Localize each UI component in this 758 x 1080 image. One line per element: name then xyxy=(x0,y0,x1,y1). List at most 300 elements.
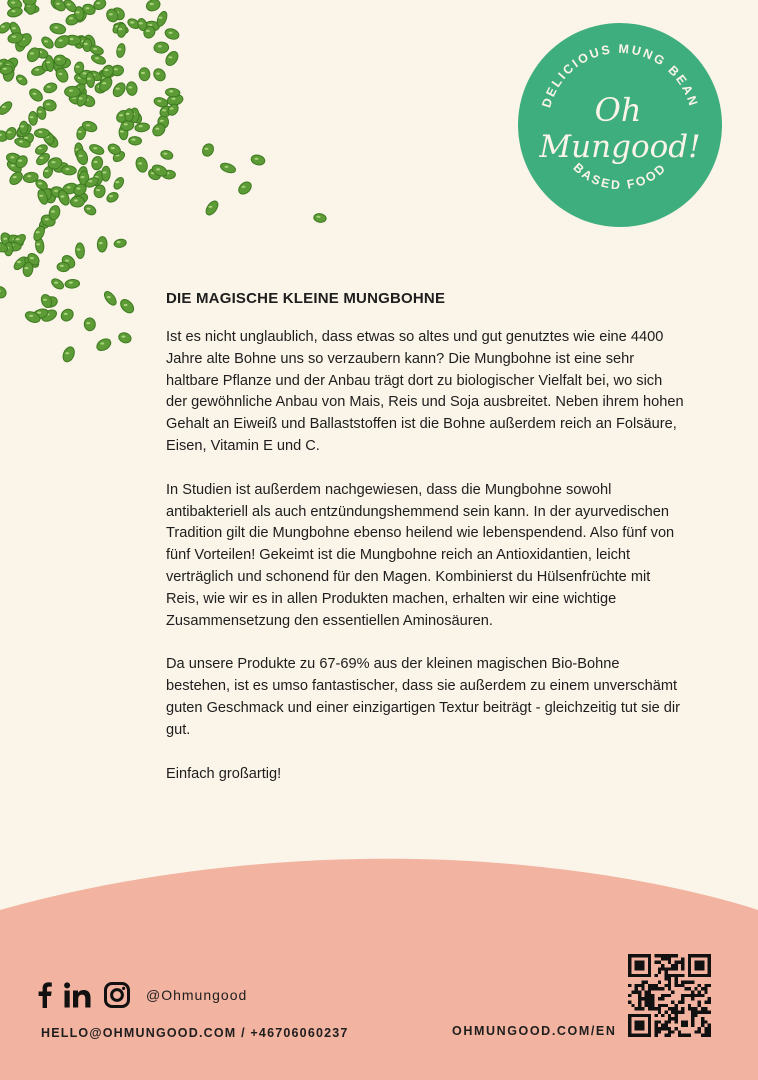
mung-bean-highlight xyxy=(37,312,41,314)
qr-module xyxy=(658,954,661,957)
qr-module xyxy=(655,1020,658,1023)
qr-module xyxy=(674,974,677,977)
mung-bean-highlight xyxy=(138,162,142,164)
mung-bean-highlight xyxy=(11,1,15,3)
qr-module xyxy=(674,981,677,984)
qr-module xyxy=(668,974,671,977)
qr-module xyxy=(645,981,648,984)
mung-bean xyxy=(83,203,98,217)
mung-bean-highlight xyxy=(74,199,78,201)
qr-module xyxy=(665,1010,668,1013)
mung-bean-highlight xyxy=(56,3,60,5)
qr-module xyxy=(628,994,631,997)
qr-module xyxy=(661,987,664,990)
mung-bean-highlight xyxy=(2,106,6,108)
qr-module xyxy=(681,1024,684,1027)
mung-bean-highlight xyxy=(96,189,100,191)
mung-bean xyxy=(61,345,76,363)
qr-module xyxy=(694,1010,697,1013)
qr-module xyxy=(694,994,697,997)
mung-bean-highlight xyxy=(109,13,113,15)
mung-bean-highlight xyxy=(33,93,37,95)
qr-module xyxy=(668,981,671,984)
mung-bean-highlight xyxy=(114,68,118,70)
mung-bean-highlight xyxy=(156,73,160,75)
mung-bean-highlight xyxy=(158,45,162,47)
qr-module xyxy=(681,964,684,967)
qr-module xyxy=(691,1014,694,1017)
mung-bean-highlight xyxy=(102,171,106,173)
qr-module xyxy=(691,991,694,994)
mung-bean-highlight xyxy=(85,7,89,9)
qr-module xyxy=(704,1030,707,1033)
mung-bean xyxy=(0,100,14,117)
mung-bean xyxy=(19,121,28,134)
qr-module xyxy=(671,967,674,970)
mung-bean-highlight xyxy=(18,78,22,80)
qr-module xyxy=(635,984,638,987)
mung-bean xyxy=(200,142,215,158)
mung-bean xyxy=(50,277,66,291)
qr-module xyxy=(641,984,644,987)
qr-module xyxy=(665,971,668,974)
qr-module xyxy=(665,954,668,957)
qr-module xyxy=(701,1020,704,1023)
mung-bean xyxy=(7,6,24,18)
qr-module xyxy=(661,957,664,960)
qr-module xyxy=(674,984,677,987)
mung-bean xyxy=(250,154,266,167)
qr-module xyxy=(661,964,664,967)
qr-module xyxy=(674,1020,677,1023)
mung-bean-highlight xyxy=(86,322,90,324)
qr-module xyxy=(658,1004,661,1007)
qr-module xyxy=(691,1007,694,1010)
mung-bean-highlight xyxy=(52,161,56,163)
mung-bean-highlight xyxy=(157,100,161,102)
mung-bean xyxy=(57,262,70,272)
qr-code[interactable] xyxy=(628,954,711,1037)
mung-bean xyxy=(154,42,169,54)
mung-bean-highlight xyxy=(146,30,150,32)
qr-module xyxy=(701,994,704,997)
qr-module xyxy=(628,984,631,987)
mung-bean-highlight xyxy=(43,299,47,301)
qr-module xyxy=(661,997,664,1000)
qr-module xyxy=(648,1007,651,1010)
mung-bean xyxy=(91,155,104,170)
qr-module xyxy=(701,1017,704,1020)
mung-bean-highlight xyxy=(155,128,159,130)
mung-bean-highlight xyxy=(44,40,48,42)
qr-module xyxy=(698,1030,701,1033)
mung-bean-highlight xyxy=(121,336,125,338)
qr-module xyxy=(651,987,654,990)
qr-module xyxy=(691,1020,694,1023)
mung-bean-highlight xyxy=(87,208,91,210)
qr-module xyxy=(658,961,661,964)
social-handle[interactable]: @Ohmungood xyxy=(146,987,248,1003)
mung-bean-highlight xyxy=(117,48,121,50)
qr-module xyxy=(661,1014,664,1017)
mung-bean-highlight xyxy=(159,17,163,19)
mung-bean-highlight xyxy=(30,116,34,118)
qr-module xyxy=(655,987,658,990)
mung-bean-highlight xyxy=(18,160,22,162)
mung-bean-highlight xyxy=(1,26,5,28)
qr-module xyxy=(668,977,671,980)
qr-module xyxy=(698,1004,701,1007)
mung-bean-highlight xyxy=(156,168,160,170)
mung-bean-highlight xyxy=(46,103,50,105)
mung-bean-highlight xyxy=(69,282,73,284)
qr-module xyxy=(674,1017,677,1020)
qr-module xyxy=(661,954,664,957)
mung-bean xyxy=(97,236,107,252)
article-paragraph: Da unsere Produkte zu 67-69% aus der kleinen magischen Bio-Bohne bestehen, ist es umso fantastischer, dass sie außerdem zu einem unverschämt guten Geschmack und einer einzigartigen Textur beiträgt - gleichzeitig tut sie dir gut. xyxy=(166,656,681,738)
mung-bean-highlight xyxy=(67,186,71,188)
mung-bean-highlight xyxy=(13,176,17,178)
qr-module xyxy=(638,1000,641,1003)
mung-bean-highlight xyxy=(30,257,34,259)
mung-bean-highlight xyxy=(38,111,42,113)
qr-module xyxy=(704,1034,707,1037)
qr-module xyxy=(694,987,697,990)
mung-bean-highlight xyxy=(225,166,229,168)
mung-bean xyxy=(117,331,132,344)
qr-module xyxy=(681,957,684,960)
qr-module xyxy=(704,1027,707,1030)
mung-bean-highlight xyxy=(83,72,87,74)
qr-module xyxy=(648,1000,651,1003)
mung-bean-highlight xyxy=(12,36,16,38)
mung-bean xyxy=(70,196,85,207)
qr-module xyxy=(655,984,658,987)
mung-bean xyxy=(28,111,38,125)
mung-bean-highlight xyxy=(87,78,91,80)
mung-bean-highlight xyxy=(242,186,246,188)
article-title: DIE MAGISCHE KLEINE MUNGBOHNE xyxy=(166,290,446,307)
contact-info[interactable]: HELLO@OHMUNGOOD.COM / +46706060237 xyxy=(41,1026,349,1040)
mung-bean-highlight xyxy=(117,241,121,243)
mung-bean xyxy=(40,35,56,51)
mung-bean-highlight xyxy=(38,182,42,184)
qr-module xyxy=(665,977,668,980)
mung-bean xyxy=(113,238,127,248)
qr-module xyxy=(691,994,694,997)
qr-module xyxy=(668,1034,671,1037)
qr-module xyxy=(651,997,654,1000)
mung-bean-highlight xyxy=(36,231,40,233)
qr-module xyxy=(674,964,677,967)
mung-bean xyxy=(118,297,136,315)
qr-module xyxy=(691,1024,694,1027)
mung-bean xyxy=(75,243,85,259)
mung-bean-highlight xyxy=(60,195,64,197)
qr-module xyxy=(671,1017,674,1020)
mung-bean-highlight xyxy=(47,86,51,88)
mung-bean xyxy=(15,73,29,87)
logo-brand-line2: Mungood! xyxy=(539,129,701,165)
qr-module xyxy=(668,987,671,990)
qr-module xyxy=(708,1034,711,1037)
qr-module xyxy=(641,1007,644,1010)
mung-bean-highlight xyxy=(65,352,69,354)
qr-module xyxy=(678,1010,681,1013)
qr-module xyxy=(628,1000,631,1003)
qr-module xyxy=(661,967,664,970)
qr-module xyxy=(651,1000,654,1003)
mung-bean xyxy=(164,27,181,41)
qr-module xyxy=(645,991,648,994)
qr-module xyxy=(698,994,701,997)
linkedin-icon[interactable] xyxy=(64,982,92,1008)
instagram-icon[interactable] xyxy=(104,982,130,1008)
mung-bean-highlight xyxy=(77,187,81,189)
qr-module xyxy=(704,1020,707,1023)
qr-module xyxy=(651,1004,654,1007)
mung-bean-highlight xyxy=(59,73,63,75)
qr-module xyxy=(674,1004,677,1007)
qr-module xyxy=(684,1020,687,1023)
qr-module xyxy=(658,997,661,1000)
mung-bean xyxy=(160,149,174,161)
qr-module xyxy=(701,1007,704,1010)
qr-module xyxy=(671,954,674,957)
qr-module xyxy=(674,954,677,957)
mung-bean xyxy=(112,176,126,191)
qr-module xyxy=(704,991,707,994)
logo-top-text: DELICIOUS MUNG BEAN xyxy=(539,41,701,110)
mung-bean-highlight xyxy=(20,125,24,127)
mung-bean xyxy=(165,88,180,98)
mung-bean xyxy=(84,317,96,331)
qr-module xyxy=(638,984,641,987)
qr-module xyxy=(661,1004,664,1007)
website-link[interactable]: OHMUNGOOD.COM/EN xyxy=(452,1024,617,1038)
facebook-icon[interactable] xyxy=(38,982,52,1008)
qr-module xyxy=(648,991,651,994)
qr-module xyxy=(704,1010,707,1013)
qr-module xyxy=(665,1024,668,1027)
qr-module xyxy=(681,981,684,984)
mung-bean-highlight xyxy=(111,147,115,149)
qr-module xyxy=(694,1014,697,1017)
mung-bean xyxy=(59,307,76,324)
mung-bean-highlight xyxy=(78,131,82,133)
qr-module xyxy=(678,961,681,964)
mung-bean-highlight xyxy=(40,157,44,159)
mung-bean-highlight xyxy=(163,153,167,155)
mung-bean xyxy=(65,86,81,97)
mung-bean xyxy=(102,289,118,307)
mung-bean xyxy=(139,67,150,81)
qr-module xyxy=(638,1004,641,1007)
mung-bean-highlight xyxy=(107,296,111,298)
mung-bean-highlight xyxy=(79,97,83,99)
mung-bean-highlight xyxy=(160,120,164,122)
qr-module xyxy=(655,954,658,957)
article-paragraph: In Studien ist außerdem nachgewiesen, dass die Mungbohne sowohl antibakteriell als auch entzündungshemmend sein kann. In der ayurvedischen Tradition gilt die Mungbohne ebenso heilend wie lebenspendend. Also fünf von fünf Vorteilen! Gekeimt ist die Mungbohne reich an Antioxidantien, leicht verträglich und schonend für den Magen. Kombinierst du Hülsenfrüchte mit Reis, wie wir es in allen Produkten machen, erhalten wir eine wichtige Zusammensetzung den essentiellen Aminosäuren. xyxy=(166,481,675,629)
mung-bean-highlight xyxy=(168,56,172,58)
qr-module xyxy=(704,984,707,987)
mung-bean xyxy=(27,86,44,103)
mung-bean-highlight xyxy=(93,48,97,50)
qr-module xyxy=(688,994,691,997)
mung-bean xyxy=(236,180,253,197)
mung-bean-highlight xyxy=(132,139,136,141)
qr-module xyxy=(661,1027,664,1030)
qr-module xyxy=(681,1010,684,1013)
mung-bean-highlight xyxy=(93,147,97,149)
qr-module xyxy=(708,1024,711,1027)
qr-module xyxy=(684,987,687,990)
qr-module xyxy=(661,1024,664,1027)
mung-bean-highlight xyxy=(54,282,58,284)
qr-module xyxy=(655,1014,658,1017)
mung-bean xyxy=(61,165,76,175)
mung-bean-highlight xyxy=(77,248,81,250)
qr-module xyxy=(655,1034,658,1037)
mung-bean xyxy=(128,136,141,145)
qr-module xyxy=(645,994,648,997)
qr-module xyxy=(708,1010,711,1013)
qr-module xyxy=(671,991,674,994)
qr-module xyxy=(651,1007,654,1010)
qr-module xyxy=(665,974,668,977)
qr-module xyxy=(635,1007,638,1010)
mung-bean xyxy=(204,199,221,217)
qr-module xyxy=(698,1027,701,1030)
qr-module xyxy=(638,997,641,1000)
qr-module xyxy=(681,1020,684,1023)
mung-bean-highlight xyxy=(150,3,154,5)
qr-module xyxy=(648,984,651,987)
mung-bean-highlight xyxy=(255,158,259,160)
qr-module xyxy=(648,994,651,997)
qr-module xyxy=(691,997,694,1000)
mung-bean-highlight xyxy=(54,190,58,192)
mung-bean-highlight xyxy=(209,206,213,208)
qr-module xyxy=(655,1024,658,1027)
mung-bean-highlight xyxy=(69,17,73,19)
mung-bean xyxy=(219,161,237,174)
social-links xyxy=(38,982,247,1008)
qr-module xyxy=(668,961,671,964)
qr-module xyxy=(645,1000,648,1003)
qr-module xyxy=(631,991,634,994)
qr-module xyxy=(658,1007,661,1010)
mung-bean-highlight xyxy=(99,242,103,244)
mung-bean xyxy=(151,66,167,83)
qr-module xyxy=(708,997,711,1000)
mung-bean xyxy=(34,129,49,138)
mung-bean-highlight xyxy=(38,147,42,149)
qr-module xyxy=(698,991,701,994)
qr-module xyxy=(665,967,668,970)
mung-bean xyxy=(134,122,150,132)
mung-bean-highlight xyxy=(60,265,64,267)
mung-bean-highlight xyxy=(36,243,40,245)
mung-bean-highlight xyxy=(3,68,7,70)
qr-module xyxy=(691,1017,694,1020)
mung-bean-highlight xyxy=(88,180,92,182)
qr-module xyxy=(694,1030,697,1033)
mung-bean-highlight xyxy=(116,88,120,90)
qr-module xyxy=(668,1014,671,1017)
qr-module xyxy=(678,1000,681,1003)
qr-module xyxy=(668,1020,671,1023)
qr-module xyxy=(655,1030,658,1033)
qr-module xyxy=(658,987,661,990)
qr-module xyxy=(641,997,644,1000)
qr-module xyxy=(671,964,674,967)
qr-module xyxy=(648,1004,651,1007)
mung-bean-highlight xyxy=(169,90,173,92)
qr-module xyxy=(698,1010,701,1013)
qr-module xyxy=(665,1027,668,1030)
mung-bean-highlight xyxy=(115,181,119,183)
mung-bean-highlight xyxy=(17,261,21,263)
qr-module xyxy=(688,981,691,984)
qr-module xyxy=(674,1014,677,1017)
mung-bean-highlight xyxy=(11,10,15,12)
mung-bean-highlight xyxy=(16,238,20,240)
mung-bean xyxy=(134,156,149,174)
qr-module xyxy=(665,957,668,960)
qr-module xyxy=(708,984,711,987)
mung-bean-highlight xyxy=(79,155,83,157)
mung-bean xyxy=(43,81,58,94)
qr-module xyxy=(668,994,671,997)
qr-module xyxy=(681,1000,684,1003)
qr-module xyxy=(668,1030,671,1033)
qr-module xyxy=(704,1007,707,1010)
mung-bean-highlight xyxy=(76,66,80,68)
qr-module xyxy=(658,971,661,974)
qr-module xyxy=(658,981,661,984)
mung-bean xyxy=(0,284,8,300)
qr-module xyxy=(665,1034,668,1037)
qr-module xyxy=(691,981,694,984)
qr-module xyxy=(674,967,677,970)
qr-module xyxy=(708,1030,711,1033)
qr-module xyxy=(638,994,641,997)
mung-bean-highlight xyxy=(27,175,31,177)
qr-module xyxy=(668,1007,671,1010)
qr-module xyxy=(658,1027,661,1030)
qr-module xyxy=(668,1027,671,1030)
qr-module xyxy=(678,1030,681,1033)
qr-module xyxy=(678,1034,681,1037)
qr-module xyxy=(701,1024,704,1027)
qr-module xyxy=(671,1010,674,1013)
qr-module xyxy=(665,1020,668,1023)
mung-bean-highlight xyxy=(54,26,58,28)
mung-bean-highlight xyxy=(69,38,73,40)
mung-bean-highlight xyxy=(64,313,68,315)
mung-bean-highlight xyxy=(100,342,104,344)
qr-module xyxy=(635,961,645,971)
qr-module xyxy=(681,961,684,964)
qr-module xyxy=(655,974,658,977)
mung-bean-highlight xyxy=(19,141,23,143)
article-paragraph: Einfach großartig! xyxy=(166,765,282,782)
qr-module xyxy=(658,1030,661,1033)
mung-bean-highlight xyxy=(65,260,69,262)
qr-module xyxy=(668,1017,671,1020)
mung-bean xyxy=(49,22,67,35)
